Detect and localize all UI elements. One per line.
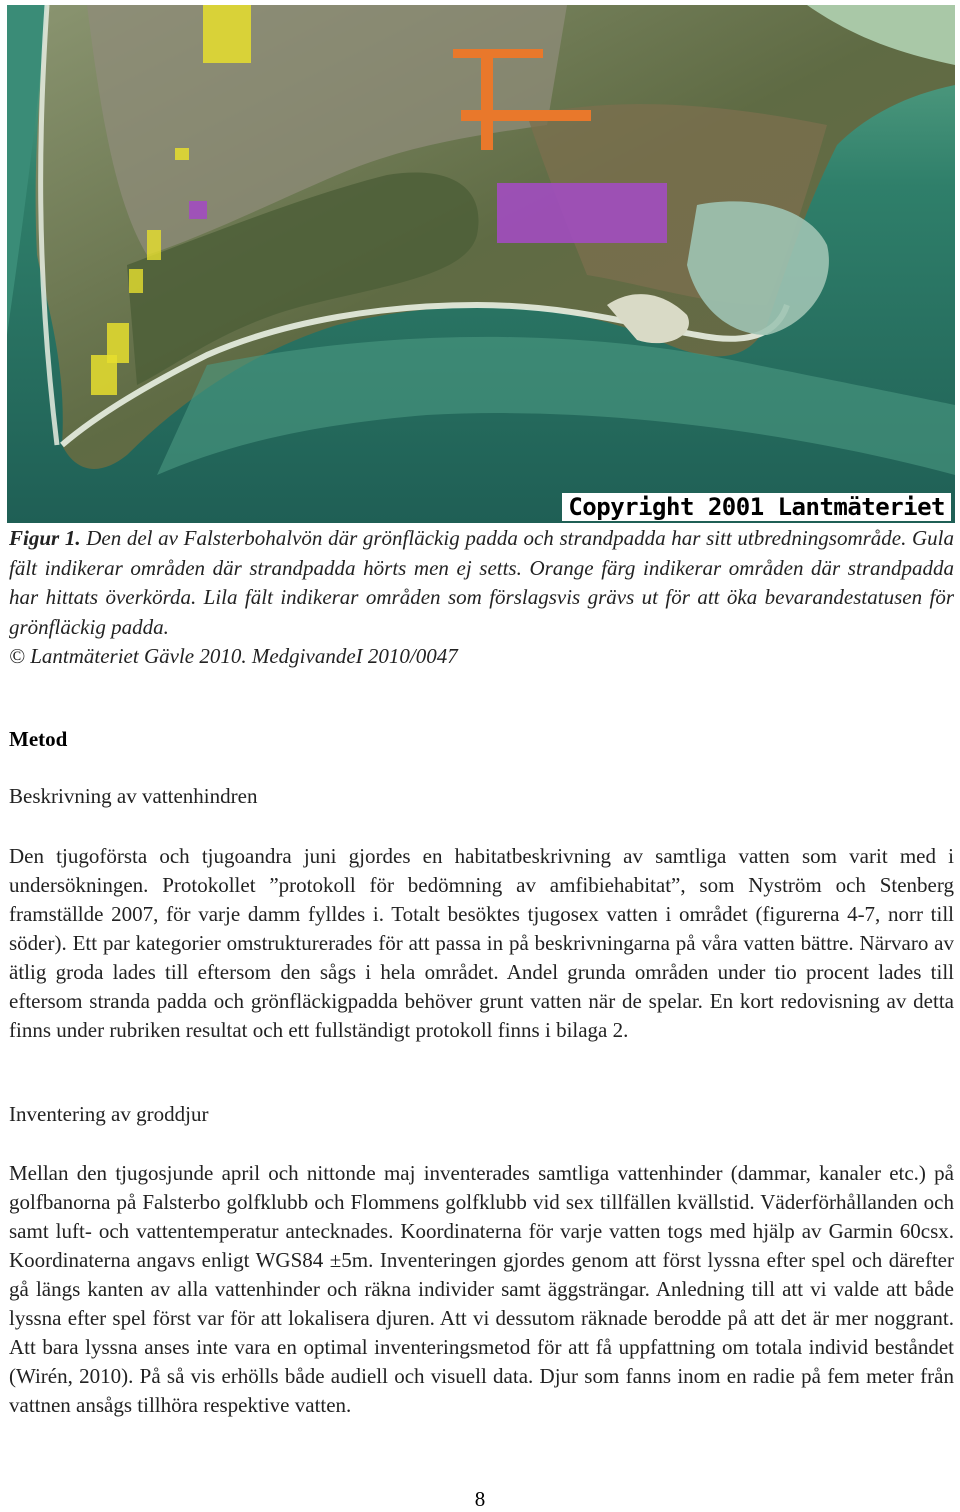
orange-road [481, 50, 493, 150]
subheading-vattenhindren: Beskrivning av vattenhindren [9, 784, 258, 808]
aerial-map-image [7, 5, 955, 523]
purple-field [189, 201, 207, 219]
yellow-field [175, 148, 189, 160]
yellow-field [129, 269, 143, 293]
caption-credit: © Lantmäteriet Gävle 2010. MedgivandeI 2010/0047 [9, 644, 458, 668]
purple-field [497, 183, 667, 243]
aerial-map-graphic [7, 5, 955, 523]
subheading-groddjur: Inventering av groddjur [9, 1102, 209, 1126]
caption-text: Den del av Falsterbohalvön där grönfläckig padda och strandpadda har sitt utbredningsområde. Gula fält indikerar områden där strandpadda hörts men ej setts. Orange färg indikerar områden där strandpadda har hittats överkörda. Lila fält indikerar områden som förslagsvis grävs ut för att öka bevarandestatusen för grönfläckig padda. [9, 526, 954, 639]
figure-label: Figur 1. [9, 526, 81, 550]
figure-caption [9, 524, 954, 672]
paragraph-groddjur: Mellan den tjugosjunde april och nittonde maj inventerades samtliga vattenhinder (dammar, kanaler etc.) på golfbanorna på Falsterbo golfklubb och Flommens golfklubb vid sex tillfällen kvällstid. Väderförhållanden och samt luft- och vattentemperatur antecknades. Koordinaterna för varje vatten togs med hjälp av Garmin 60csx. Koordinaterna angavs enligt WGS84 ±5m. Inventeringen gjordes genom att först lyssna efter spel och därefter gå längs kanten av alla vattenhinder och räkna individer samt äggsträngar. Anledning till att vi valde att både lyssna efter spel först var för att lokalisera djuren. Att vi dessutom räknade berodde på att det är mer noggrant. Att bara lyssna anses inte vara en optimal inventeringsmetod för att få uppfattning om totala individ beståndet (Wirén, 2010). På så vis erhölls både audiell och visuell data. Djur som fanns inom en radie på fem meter från vattnen ansågs tillhöra respektive vatten. [9, 1161, 954, 1417]
yellow-field [203, 5, 251, 63]
yellow-field [147, 230, 161, 260]
page-number: 8 [474, 1487, 486, 1511]
yellow-field [91, 355, 117, 395]
map-copyright: Copyright 2001 Lantmäteriet [562, 493, 951, 521]
paragraph-vattenhindren: Den tjugoförsta och tjugoandra juni gjordes en habitatbeskrivning av samtliga vatten som varit med i undersökningen. Protokollet ”protokoll för bedömning av amfibiehabitat”, som Nyström och Stenberg framställde 2007, för varje damm fylldes i. Totalt besöktes tjugosex vatten i området (figurerna 4-7, norr till söder). Ett par kategorier omstrukturerades för att passa in på beskrivningarna på våra vatten bättre. Närvaro av ätlig groda lades till eftersom den sågs i hela området. Andel grunda områden under tio procent lades till eftersom stranda padda och grönfläckigpadda behöver grunt vatten när de spelar. En kort redovisning av detta finns under rubriken resultat och ett fullständigt protokoll finns i bilaga 2. [9, 844, 954, 1042]
orange-road [461, 110, 591, 121]
section-heading: Metod [9, 727, 68, 751]
orange-road [453, 49, 543, 58]
